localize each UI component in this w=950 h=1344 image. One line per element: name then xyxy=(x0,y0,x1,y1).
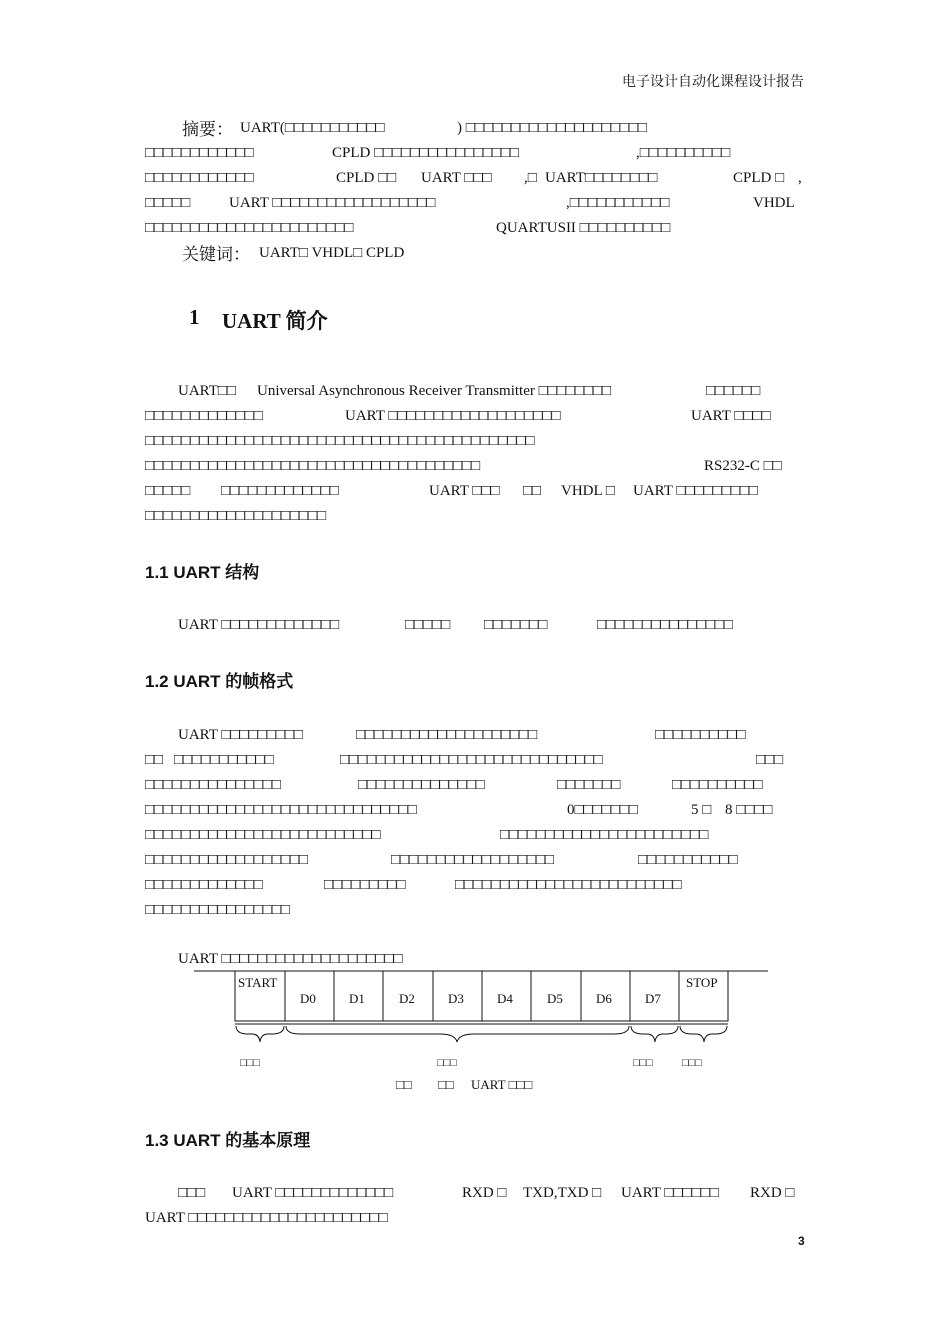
paragraph-text: □□□□□□□□□□□□□□□□□□□□ xyxy=(145,508,327,524)
brace-label: □□□ xyxy=(682,1057,702,1069)
paragraph-text: UART □□□□ xyxy=(691,408,771,424)
paragraph-text: □□□□□□□□□□□□□□□□□□ xyxy=(145,852,309,868)
data-bit-label: D4 xyxy=(497,991,513,1006)
paragraph-text: RXD □ xyxy=(462,1185,507,1201)
abstract-text: QUARTUSII □□□□□□□□□□ xyxy=(496,220,671,236)
subsection-title: 1.2 UART 的帧格式 xyxy=(145,672,294,691)
paragraph-text: RS232-C □□ xyxy=(704,458,782,474)
abstract-text: □□□□□□□□□□□□ xyxy=(145,170,254,186)
paragraph-text: □□□□□□□ xyxy=(484,617,548,633)
paragraph-text: □□□□□□□□□□□□□□□□□□□□□□□□□□□□□□□□□□□□□ xyxy=(145,458,481,474)
abstract-text: CPLD □ xyxy=(733,170,785,186)
stop-bit-label: STOP xyxy=(686,975,718,990)
figure-caption: □□ xyxy=(396,1077,412,1092)
data-bit-label: D3 xyxy=(448,991,464,1006)
paragraph-text: □□□□□□□□□□□□□□□□□□□□□□□□□ xyxy=(455,877,682,893)
page-number: 3 xyxy=(798,1234,805,1248)
data-bit-label: D6 xyxy=(596,991,612,1006)
abstract-label: 摘要： xyxy=(182,120,233,140)
paragraph-text: □□□□□ xyxy=(405,617,451,633)
data-bit-label: D7 xyxy=(645,991,661,1006)
brace-label: □□□ xyxy=(633,1057,653,1069)
abstract-text: , xyxy=(798,170,802,186)
abstract-text: VHDL xyxy=(753,195,795,211)
paragraph-text: UART □□□□□□ xyxy=(621,1185,719,1201)
paragraph-text: □□□□□□□□□□□□□□ xyxy=(358,777,485,793)
subsection-title: 1.3 UART 的基本原理 xyxy=(145,1131,311,1150)
abstract-text: □□□□□□□□□□□□□□□□□□□□□□□ xyxy=(145,220,354,236)
paragraph-text: □□□□□□□□□□ xyxy=(672,777,763,793)
paragraph-text: □□□□□□ xyxy=(706,383,761,399)
paragraph-text: 5 □ xyxy=(691,802,712,818)
paragraph-text: □□□□□□□□□□□□□□□□□□□□□□□ xyxy=(500,827,709,843)
paragraph-text: Universal Asynchronous Receiver Transmitter □□□□□□□□ xyxy=(257,383,612,399)
paragraph-text: □□□ xyxy=(178,1185,206,1201)
paragraph-text: UART □□□□□□□□□ xyxy=(178,727,303,743)
paragraph-text: □□□□□□□□□□□□□ xyxy=(145,877,263,893)
abstract-text: CPLD □□ xyxy=(336,170,397,186)
abstract-text: ) □□□□□□□□□□□□□□□□□□□□ xyxy=(457,120,647,136)
paragraph-text: □□□ xyxy=(756,752,784,768)
abstract-text: CPLD □□□□□□□□□□□□□□□□ xyxy=(332,145,520,161)
paragraph-text: □□□□□□□ xyxy=(557,777,621,793)
abstract-text: □□□□□□□□□□□□ xyxy=(145,145,254,161)
keywords-text: UART□ VHDL□ CPLD xyxy=(259,245,405,261)
paragraph-text: UART□□ xyxy=(178,383,237,399)
section-number: 1 xyxy=(189,305,200,329)
paragraph-text: UART □□□□□□□□□□□□□□□□□□□□□□ xyxy=(145,1210,388,1226)
paragraph-text: □□□□□□□□□ xyxy=(324,877,406,893)
data-bit-label: D0 xyxy=(300,991,316,1006)
paragraph-text: □□□□□□□□□□□□□□□□□□□□□□□□□□□□□□ xyxy=(145,802,417,818)
paragraph-text: UART □□□□□□□□□□□□□ xyxy=(178,617,340,633)
brace-label: □□□ xyxy=(437,1057,457,1069)
paragraph-text: □□□□□ xyxy=(145,483,191,499)
paragraph-text: □□ xyxy=(523,483,542,499)
running-header: 电子设计自动化课程设计报告 xyxy=(622,74,804,90)
paragraph-text: □□□□□□□□□□□□□□□□□□□□□□□□□□ xyxy=(145,827,381,843)
abstract-text: ,□□□□□□□□□□ xyxy=(636,145,731,161)
brace-label: □□□ xyxy=(240,1057,260,1069)
paragraph-text: □□□□□□□□□□□□□□□□□□□□ xyxy=(356,727,538,743)
paragraph-text: □□□□□□□□□□□ xyxy=(638,852,738,868)
figure-caption: UART □□□ xyxy=(471,1077,533,1092)
data-bit-label: D1 xyxy=(349,991,365,1006)
paragraph-text: 8 □□□□ xyxy=(725,802,773,818)
paragraph-text: □□ xyxy=(145,752,164,768)
paragraph-text: RXD □ xyxy=(750,1185,795,1201)
start-bit-label: START xyxy=(238,975,278,990)
paragraph-text: □□□□□□□□□□□□□□□ xyxy=(597,617,733,633)
paragraph-text: UART □□□□□□□□□□□□□ xyxy=(232,1185,394,1201)
abstract-text: UART □□□□□□□□□□□□□□□□□□ xyxy=(229,195,436,211)
paragraph-text: UART □□□ xyxy=(429,483,500,499)
paragraph-text: □□□□□□□□□□□ xyxy=(174,752,274,768)
abstract-text: UART □□□ xyxy=(421,170,492,186)
paragraph-text: □□□□□□□□□□□□□□□ xyxy=(145,777,281,793)
paragraph-text: VHDL □ xyxy=(561,483,615,499)
paragraph-text: □□□□□□□□□□□□□□□□□□□□□□□□□□□□□□□□□□□□□□□□□□□ xyxy=(145,433,535,449)
paragraph-text: UART □□□□□□□□□□□□□□□□□□□ xyxy=(345,408,561,424)
abstract-text: UART□□□□□□□□ xyxy=(545,170,658,186)
data-bit-label: D2 xyxy=(399,991,415,1006)
abstract-text: UART(□□□□□□□□□□□ xyxy=(240,120,385,136)
paragraph-text: □□□□□□□□□□□□□ xyxy=(221,483,339,499)
abstract-text: □□□□□ xyxy=(145,195,191,211)
section-title: UART 简介 xyxy=(222,309,328,333)
figure-intro: UART □□□□□□□□□□□□□□□□□□□□ xyxy=(178,951,403,967)
paragraph-text: TXD,TXD □ xyxy=(523,1185,602,1201)
paragraph-text: □□□□□□□□□□□□□ xyxy=(145,408,263,424)
subsection-title: 1.1 UART 结构 xyxy=(145,563,260,582)
paragraph-text: □□□□□□□□□□□□□□□□□□□□□□□□□□□□□ xyxy=(340,752,603,768)
paragraph-text: 0□□□□□□□ xyxy=(567,802,638,818)
abstract-text: ,□ xyxy=(524,170,537,186)
paragraph-text: □□□□□□□□□□□□□□□□ xyxy=(145,902,290,918)
abstract-text: ,□□□□□□□□□□□ xyxy=(566,195,670,211)
keywords-label: 关键词： xyxy=(182,245,250,265)
paragraph-text: □□□□□□□□□□□□□□□□□□ xyxy=(391,852,555,868)
figure-caption: □□ xyxy=(438,1077,454,1092)
paragraph-text: □□□□□□□□□□ xyxy=(655,727,746,743)
paragraph-text: UART □□□□□□□□□ xyxy=(633,483,758,499)
data-bit-label: D5 xyxy=(547,991,563,1006)
